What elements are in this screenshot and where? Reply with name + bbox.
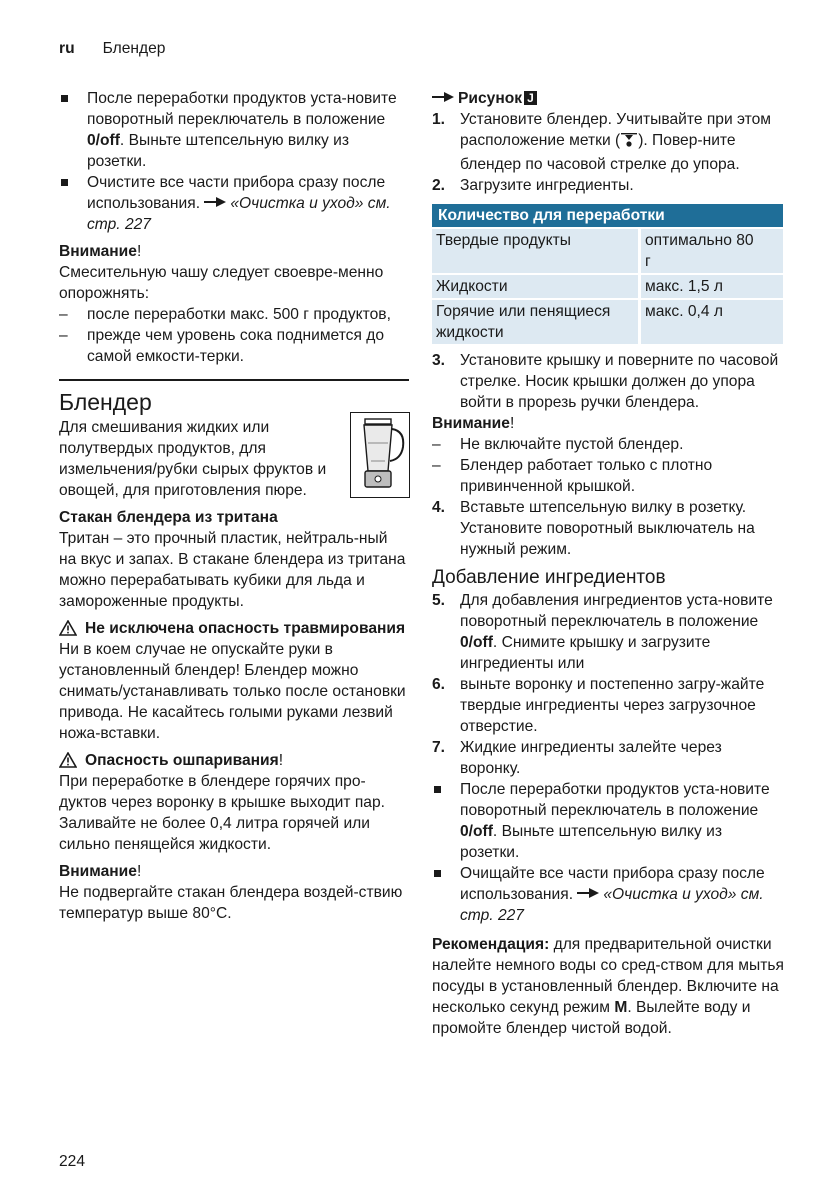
- blender-intro: Для смешивания жидких или полутвердых продуктов, для измельчения/рубки сырых фруктов и овощей, для приготовления пюре.: [59, 419, 327, 499]
- dash-item-juice: – прежде чем уровень сока поднимется до самой емкости-терки.: [59, 325, 409, 367]
- table-row: Горячие или пенящиеся жидкости макс. 0,4 л: [432, 300, 783, 344]
- attention-temperature-text: Не подвергайте стакан блендера воздей-ствию температур выше 80°C.: [59, 884, 403, 922]
- cleaning-link[interactable]: «Очистка и уход» см. стр. 227: [87, 195, 391, 233]
- quantity-table-header: Количество для переработки: [432, 204, 783, 227]
- step-6: 6. выньте воронку и постепенно загру-жайте твердые ингредиенты через загрузочное отверстие.: [432, 676, 765, 735]
- warning-injury-text: Ни в коем случае не опускайте руки в установленный блендер! Блендер можно снимать/устанавливать только после остановки привода. Не касайтесь голыми руками лезвий ножа-вставки.: [59, 641, 406, 742]
- bullet-clean-right: Очищайте все части прибора сразу после использования. «Очистка и уход» см. стр. 227: [432, 863, 784, 926]
- language-code: ru: [59, 40, 75, 57]
- recommendation: Рекомендация: для предварительной очистки налейте немного воды со сред-ством для мытья посуды в установленный блендер. Включите на несколько секунд режим M. Вылейте воду и промойте блендер чистой водой.: [432, 936, 784, 1037]
- arrow-icon: [577, 888, 599, 898]
- right-column: [432, 88, 784, 1039]
- quantity-table: [432, 202, 783, 346]
- tritan-text: Тритан – это прочный пластик, нейтраль-ный на вкус и запах. В стакане блендера из тритана можно перерабатывать кубики для льда и замороженные продукты.: [59, 530, 406, 610]
- step-1: 1. Установите блендер. Учитывайте при этом расположение метки ( ). Повер-ните блендер по часовой стрелке до упора.: [432, 111, 771, 173]
- step-3: 3. Установите крышку и поверните по часовой стрелке. Носик крышки должен до упора войти в прорезь ручки блендера.: [432, 352, 779, 411]
- step-7: 7. Жидкие ингредиенты залейте через воронку.: [432, 739, 722, 777]
- arrow-icon: [432, 92, 454, 102]
- figure-reference: Рисунок J: [432, 88, 784, 109]
- header-title: Блендер: [102, 40, 166, 57]
- section-title: Блендер: [59, 379, 409, 417]
- step-4: 4. Вставьте штепсельную вилку в розетку. Установите поворотный выключатель на нужный режим.: [432, 499, 755, 558]
- alignment-mark-icon: [620, 132, 638, 154]
- warning-scald-heading: Опасность ошпаривания!: [59, 750, 409, 771]
- bullet-switch-off-right: После переработки продуктов уста-новите поворотный переключатель в положение 0/off. Выньте штепсельную вилку из розетки.: [432, 779, 784, 863]
- blender-jug-icon: [350, 412, 410, 498]
- attention-text: Смесительную чашу следует своевре-менно опорожнять:: [59, 264, 384, 302]
- table-row: Твердые продукты оптимально 80 г: [432, 229, 783, 273]
- table-row: Жидкости макс. 1,5 л: [432, 275, 783, 298]
- tritan-heading: Стакан блендера из тритана: [59, 509, 278, 526]
- page-header: [59, 38, 165, 59]
- step-5: 5. Для добавления ингредиентов уста-новите поворотный переключатель в положение 0/off. Снимите крышку и загрузите ингредиенты или: [432, 592, 773, 672]
- step-2: 2. Загрузите ингредиенты.: [432, 177, 634, 194]
- dash-item-500g: – после переработки макс. 500 г продуктов,: [59, 304, 409, 325]
- warning-triangle-icon: [59, 752, 77, 774]
- warning-triangle-icon: [59, 620, 77, 642]
- add-ingredients-heading: Добавление ингредиентов: [432, 567, 666, 588]
- left-column: [59, 88, 409, 924]
- arrow-icon: [204, 197, 226, 207]
- warning-injury-heading: Не исключена опасность травмирования: [59, 618, 409, 639]
- attention-heading-2: Внимание!: [59, 863, 142, 880]
- dash-item-lid: – Блендер работает только с плотно привинченной крышкой.: [432, 455, 784, 497]
- figure-id-box: J: [524, 91, 537, 105]
- bullet-clean: Очистите все части прибора сразу после использования. «Очистка и уход» см. стр. 227: [59, 172, 409, 235]
- attention-heading-right: Внимание!: [432, 415, 515, 432]
- bullet-switch-off: После переработки продуктов уста-новите поворотный переключатель в положение 0/off. Выньте штепсельную вилку из розетки.: [59, 88, 409, 172]
- dash-item-empty: – Не включайте пустой блендер.: [432, 434, 784, 455]
- attention-heading: Внимание!: [59, 243, 142, 260]
- page-number: 224: [59, 1153, 86, 1170]
- warning-scald-text: При переработке в блендере горячих про-дуктов через воронку в крышке выходит пар. Заливайте не более 0,4 литра горячей или сильно пенящейся жидкости.: [59, 773, 385, 853]
- cleaning-link-right[interactable]: «Очистка и уход» см. стр. 227: [460, 886, 764, 924]
